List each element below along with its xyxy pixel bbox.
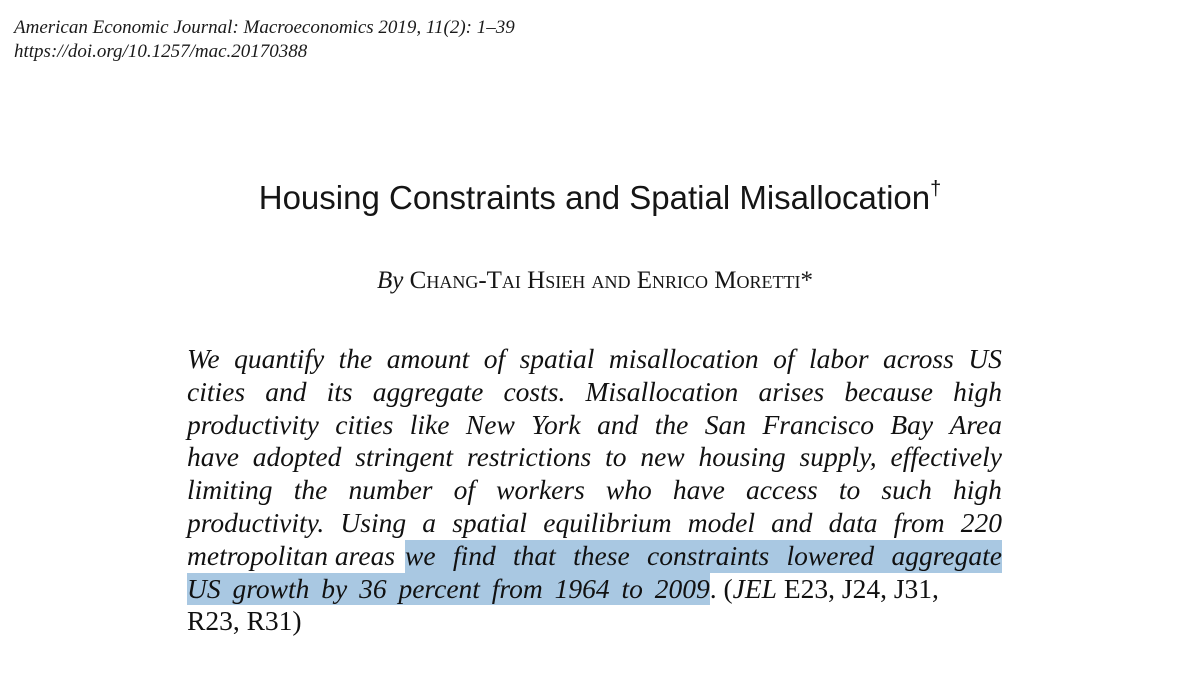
abstract-word: York (531, 408, 581, 440)
highlighted-finding-part2[interactable]: US growth by 36 percent from 1964 to 2009 (187, 572, 710, 604)
abstract-word: find (452, 539, 496, 571)
author-names: Chang-Tai Hsieh and Enrico Moretti (409, 267, 801, 294)
abstract-word: restrictions (466, 441, 592, 473)
jel-label: JEL (732, 572, 777, 604)
abstract-word: workers (496, 474, 585, 506)
abstract-word: model (687, 506, 755, 538)
abstract-line (187, 343, 1002, 376)
abstract-word: and (597, 408, 639, 440)
abstract-word: like (409, 408, 450, 440)
abstract-line (187, 441, 1002, 474)
highlighted-finding-part1[interactable] (405, 540, 1002, 573)
abstract-text: metropolitan areas (187, 539, 396, 571)
abstract-word: We (187, 343, 220, 374)
abstract-word: aggregate (891, 539, 1002, 571)
abstract-word: data (828, 506, 878, 538)
abstract-word: Bay (890, 408, 934, 440)
abstract-word: have (187, 441, 239, 473)
abstract-line-8 (187, 573, 1002, 606)
abstract-word: these (573, 539, 630, 571)
doi-link[interactable]: https://doi.org/10.1257/mac.20170388 (14, 41, 308, 62)
jel-codes: E23, J24, J31, (783, 572, 939, 604)
abstract-word: cities (335, 408, 394, 440)
abstract-word: high (952, 474, 1002, 506)
abstract-word: US (968, 343, 1002, 374)
abstract-word: amount (386, 343, 470, 374)
jel-prefix: . (JEL E23, J24, J31, (709, 572, 939, 604)
abstract-word: number (348, 474, 433, 506)
abstract-word: from (893, 506, 945, 538)
abstract-line-9 (187, 605, 1002, 638)
abstract-line (187, 474, 1002, 507)
abstract-word: productivity (187, 408, 319, 440)
jel-codes-end: R23, R31) (187, 605, 302, 637)
abstract-word: aggregate (372, 375, 484, 407)
abstract-word: the (654, 408, 689, 440)
abstract-word: equilibrium (543, 506, 672, 538)
abstract-word: stringent (355, 441, 454, 473)
author-byline (0, 264, 1190, 298)
paper-title (0, 176, 1200, 220)
abstract-word: Using (340, 506, 407, 538)
abstract-word: the (338, 343, 373, 374)
abstract-word: to (605, 441, 627, 473)
abstract-word: to (838, 474, 861, 506)
abstract-word: effectively (890, 441, 1002, 473)
abstract-word: constraints (646, 539, 770, 571)
abstract-word: that (513, 539, 556, 571)
abstract-word: supply, (799, 441, 877, 473)
abstract-word: lowered (786, 539, 875, 571)
abstract-word: of (483, 343, 506, 374)
abstract-line (187, 507, 1002, 540)
abstract-word: access (745, 474, 818, 506)
abstract-word: New (465, 408, 515, 440)
abstract-word: costs. (503, 375, 566, 407)
abstract-word: because (844, 375, 933, 407)
paper-title-text: Housing Constraints and Spatial Misallocation (258, 179, 931, 216)
abstract-line (187, 376, 1002, 409)
abstract-word: adopted (252, 441, 342, 473)
abstract-word: such (881, 474, 932, 506)
abstract-word: have (672, 474, 725, 506)
abstract-word: a (422, 506, 437, 538)
abstract-word: new (640, 441, 685, 473)
abstract-word: limiting (187, 474, 273, 506)
abstract-word: arises (758, 375, 825, 407)
author-footnote-star: * (800, 267, 813, 294)
abstract-word: the (293, 474, 328, 506)
abstract-word: and (771, 506, 813, 538)
abstract-line (187, 409, 1002, 442)
abstract-word: Francisco (762, 408, 874, 440)
abstract-word: we (405, 539, 436, 571)
abstract-word: high (953, 375, 1002, 407)
abstract-word: of (773, 343, 795, 374)
abstract-word: who (605, 474, 652, 506)
byline-prefix: By (377, 267, 404, 294)
journal-header (14, 16, 515, 64)
abstract-word: its (326, 375, 353, 407)
abstract-word: spatial (452, 506, 528, 538)
abstract-word: Area (949, 408, 1002, 440)
abstract-word: San (704, 408, 747, 440)
abstract-word: productivity. (187, 506, 325, 538)
abstract-word: misallocation (608, 343, 759, 374)
abstract-word: labor (808, 343, 869, 374)
abstract-word: 220 (960, 506, 1002, 538)
abstract-word: and (265, 375, 307, 407)
abstract-word: spatial (519, 343, 595, 374)
abstract-line-7 (187, 540, 1002, 573)
title-dagger: † (930, 178, 942, 200)
abstract-word: across (883, 343, 954, 374)
abstract (187, 343, 1002, 638)
abstract-word: cities (187, 375, 246, 407)
abstract-word: of (453, 474, 476, 506)
abstract-word: Misallocation (585, 375, 739, 407)
journal-citation: American Economic Journal: Macroeconomics 2019, 11(2): 1–39 (14, 17, 515, 38)
abstract-word: housing (698, 441, 786, 473)
abstract-word: quantify (234, 343, 325, 374)
